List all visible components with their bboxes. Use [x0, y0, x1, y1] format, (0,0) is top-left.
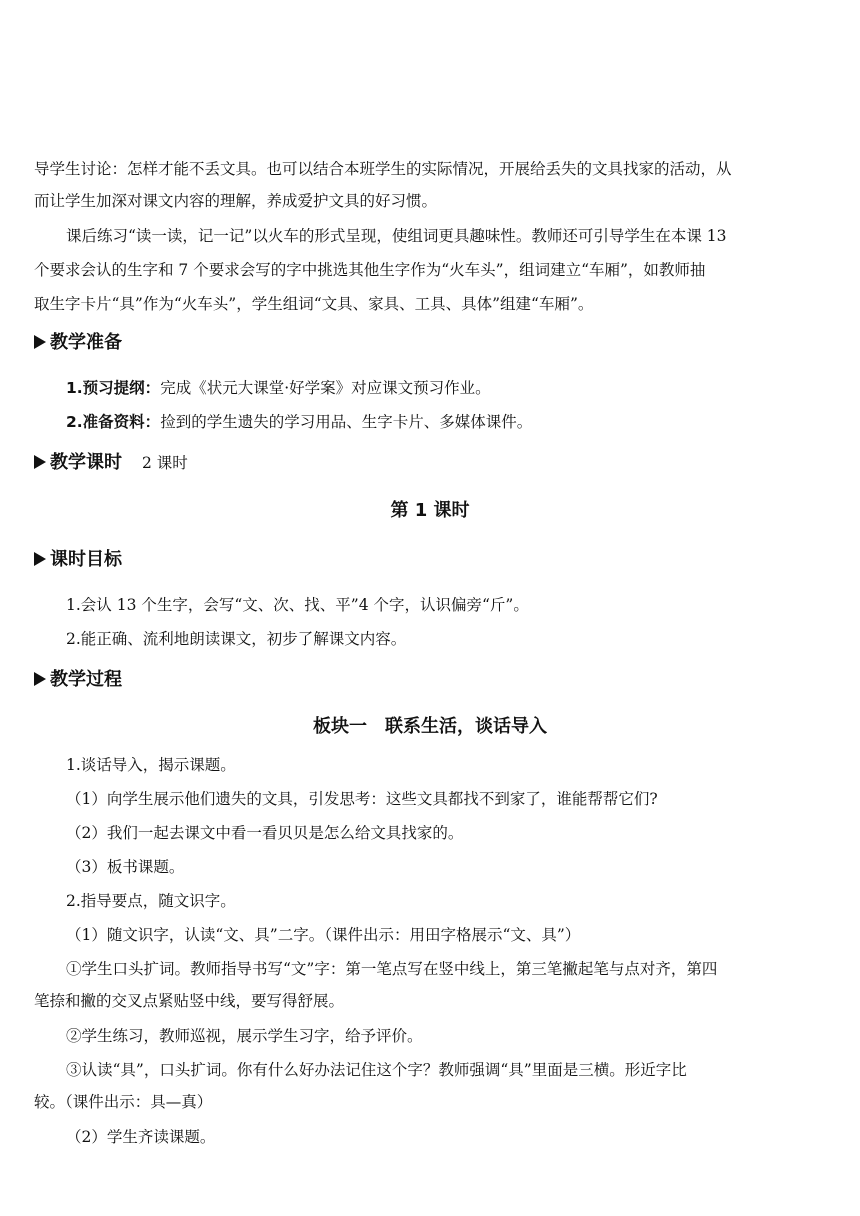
prep-item — [66, 378, 826, 398]
prep-item — [66, 412, 826, 432]
intro-paragraph-line: 课后练习“读一读，记一记”以火车的形式呈现，使组词更具趣味性。教师还可引导学生在本课 13 — [66, 227, 727, 245]
block-title: 板块一 联系生活，谈话导入 — [313, 716, 547, 737]
intro-paragraph-line: 而让学生加深对课文内容的理解，养成爱护文具的好习惯。 — [34, 192, 438, 210]
process-line: 笔捺和撇的交叉点紧贴竖中线，要写得舒展。 — [34, 992, 345, 1010]
section-heading-text: 课时目标 — [50, 549, 122, 570]
process-line: 较。（课件出示：具—真） — [34, 1093, 213, 1111]
process-line: 1.谈话导入，揭示课题。 — [66, 756, 236, 774]
section-heading-prep — [34, 331, 122, 355]
section-heading-text: 教学课时 — [50, 452, 122, 473]
section-heading-process — [34, 668, 122, 692]
process-line: （3）板书课题。 — [66, 858, 185, 876]
section-heading-goals — [34, 548, 122, 572]
prep-item-label: 1.预习提纲： — [66, 379, 161, 397]
intro-paragraph-line: 导学生讨论：怎样才能不丢文具。也可以结合本班学生的实际情况，开展给丢失的文具找家的活动，从 — [34, 160, 732, 178]
process-line: （1）随文识字，认读“文、具”二字。（课件出示：用田字格展示“文、具”） — [66, 926, 581, 944]
triangle-bullet-icon — [34, 335, 46, 349]
goal-item: 1.会认 13 个生字，会写“文、次、找、平”4 个字，认识偏旁“斤”。 — [66, 596, 529, 614]
prep-item-label: 2.准备资料： — [66, 413, 161, 431]
intro-paragraph-line: 个要求会认的生字和 7 个要求会写的字中挑选其他生字作为“火车头”，组词建立“车厢”，如教师抽 — [34, 261, 706, 279]
triangle-bullet-icon — [34, 672, 46, 686]
section-heading-text: 教学过程 — [50, 669, 122, 690]
process-line: （2）我们一起去课文中看一看贝贝是怎么给文具找家的。 — [66, 824, 464, 842]
process-line: ③认读“具”，口头扩词。你有什么好办法记住这个字？教师强调“具”里面是三横。形近字比 — [66, 1061, 687, 1079]
lesson-title: 第 1 课时 — [390, 500, 470, 521]
process-line: ①学生口头扩词。教师指导书写“文”字：第一笔点写在竖中线上，第三笔撇起笔与点对齐，第四 — [66, 960, 718, 978]
process-line: 2.指导要点，随文识字。 — [66, 892, 236, 910]
process-line: ②学生练习，教师巡视，展示学生习字，给予评价。 — [66, 1027, 423, 1045]
prep-item-text: 完成《状元大课堂·好学案》对应课文预习作业。 — [160, 379, 491, 397]
prep-item-text: 捡到的学生遗失的学习用品、生字卡片、多媒体课件。 — [160, 413, 533, 431]
section-heading-hours — [34, 451, 188, 475]
triangle-bullet-icon — [34, 455, 46, 469]
process-line: （1）向学生展示他们遗失的文具，引发思考：这些文具都找不到家了，谁能帮帮它们? — [66, 790, 658, 808]
triangle-bullet-icon — [34, 552, 46, 566]
hours-value: 2 课时 — [142, 454, 188, 472]
intro-paragraph-line: 取生字卡片“具”作为“火车头”，学生组词“文具、家具、工具、具体”组建“车厢”。 — [34, 295, 594, 313]
process-line: （2）学生齐读课题。 — [66, 1128, 216, 1146]
goal-item: 2.能正确、流利地朗读课文，初步了解课文内容。 — [66, 630, 407, 648]
section-heading-text: 教学准备 — [50, 332, 122, 353]
